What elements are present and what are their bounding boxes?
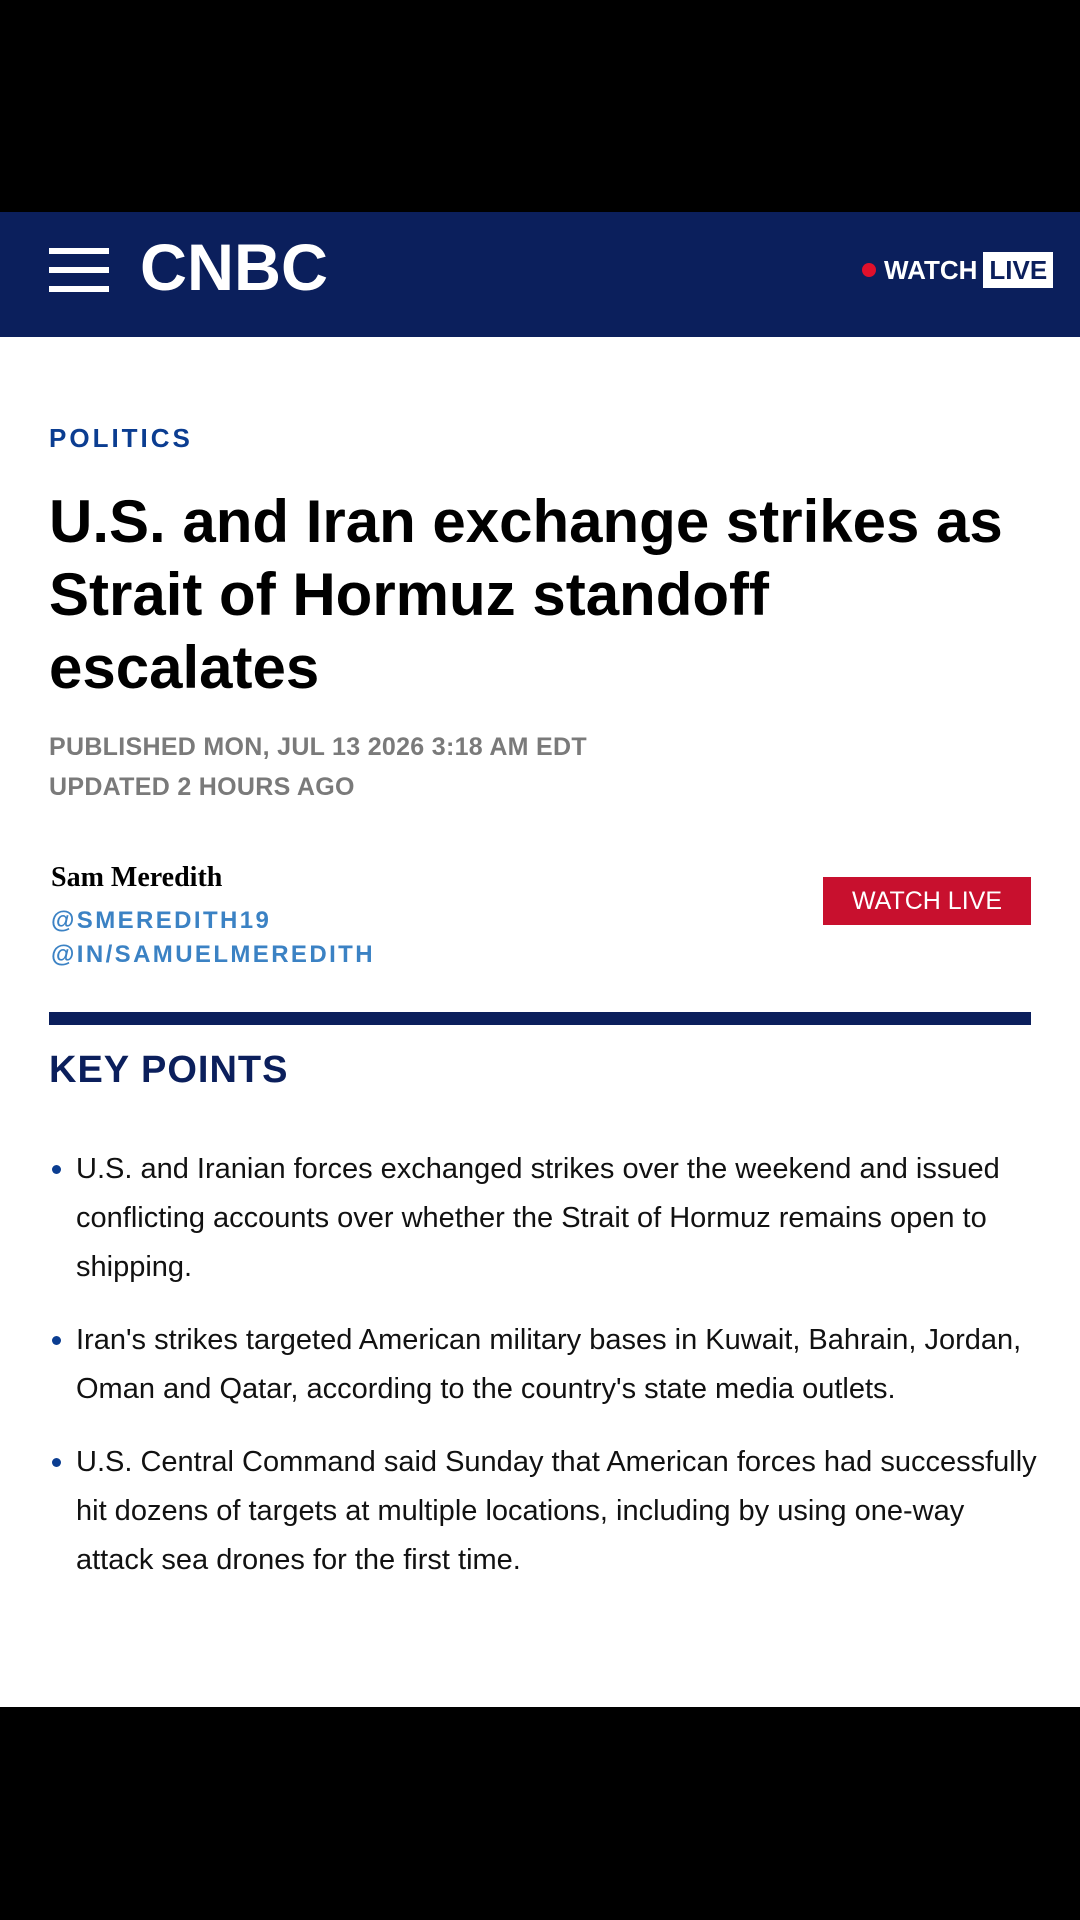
- article-content: [0, 337, 1080, 1707]
- author-twitter-link[interactable]: @SMEREDITH19: [51, 907, 272, 934]
- article-headline: U.S. and Iran exchange strikes as Strait of Hormuz standoff escalates: [49, 488, 1003, 701]
- cnbc-logo[interactable]: [140, 232, 330, 298]
- menu-line: [49, 267, 109, 273]
- key-point-text: Iran's strikes targeted American military bases in Kuwait, Bahrain, Jordan, Oman and Qatar, according to the country's state media outlets.: [76, 1324, 1022, 1405]
- menu-line: [49, 286, 109, 292]
- updated-timestamp: UPDATED 2 HOURS AGO: [49, 773, 355, 801]
- bullet-icon: [52, 1165, 61, 1174]
- key-point-item: [49, 1438, 1039, 1585]
- bottom-bar-area: [0, 1707, 1080, 1920]
- key-point-text: U.S. Central Command said Sunday that American forces had successfully hit dozens of targets at multiple locations, including by using one-way attack sea drones for the first time.: [76, 1446, 1037, 1576]
- section-divider: [49, 1012, 1031, 1025]
- watch-live-button[interactable]: WATCH LIVE: [823, 877, 1031, 925]
- bullet-icon: [52, 1458, 61, 1467]
- author-name[interactable]: Sam Meredith: [51, 862, 223, 893]
- article-category[interactable]: POLITICS: [49, 423, 193, 453]
- header-live-badge: LIVE: [983, 252, 1053, 288]
- header-watch-live-link[interactable]: [862, 250, 1056, 290]
- cnbc-logo-text: CNBC: [140, 232, 328, 298]
- menu-line: [49, 248, 109, 254]
- header-watch-label: WATCH: [884, 254, 978, 285]
- live-dot-icon: [862, 263, 876, 277]
- hamburger-menu-icon[interactable]: [49, 248, 109, 292]
- key-point-item: [49, 1316, 1039, 1414]
- key-points-list: [49, 1145, 1039, 1609]
- status-bar-area: [0, 0, 1080, 212]
- key-point-text: U.S. and Iranian forces exchanged strikes over the weekend and issued conflicting accounts over whether the Strait of Hormuz remains open to shipping.: [76, 1153, 1000, 1283]
- key-points-title: KEY POINTS: [49, 1049, 289, 1091]
- published-timestamp: PUBLISHED MON, JUL 13 2026 3:18 AM EDT: [49, 733, 587, 761]
- author-linkedin-link[interactable]: @IN/SAMUELMEREDITH: [51, 941, 375, 968]
- bullet-icon: [52, 1336, 61, 1345]
- key-point-item: [49, 1145, 1039, 1292]
